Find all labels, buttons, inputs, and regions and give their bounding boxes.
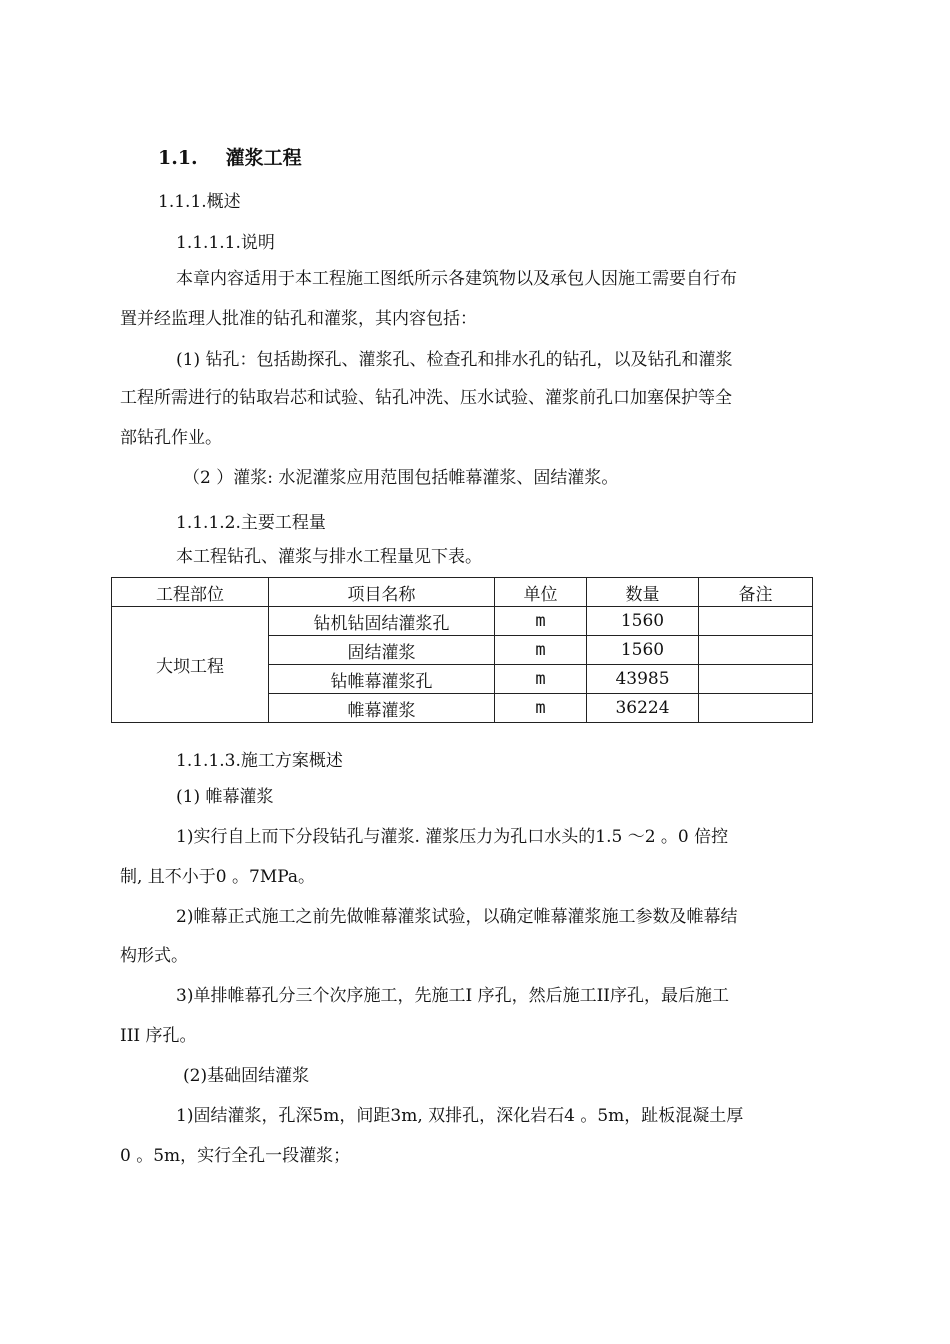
remarks-cell xyxy=(699,665,813,694)
unit-cell: m xyxy=(495,694,587,723)
header-remarks: 备注 xyxy=(699,578,813,607)
foundation-p1-line-1: 1)固结灌浆，孔深5m，间距3m, 双排孔，深化岩石4 。5m，趾板混凝土厚 xyxy=(176,1106,744,1126)
header-quantity: 数量 xyxy=(587,578,699,607)
curtain-p2-line-2: 构形式。 xyxy=(120,946,188,966)
table-row xyxy=(112,607,813,636)
remarks-cell xyxy=(699,636,813,665)
intro-line-1: 本章内容适用于本工程施工图纸所示各建筑物以及承包人因施工需要自行布 xyxy=(176,269,737,289)
curtain-grouting-title: (1) 帷幕灌浆 xyxy=(176,787,274,807)
subsection-description: 1.1.1.1.说明 xyxy=(176,233,275,253)
header-item-name: 项目名称 xyxy=(269,578,495,607)
header-unit: 单位 xyxy=(495,578,587,607)
subsection-overview: 1.1.1.概述 xyxy=(158,192,241,212)
subsection-quantities: 1.1.1.2.主要工程量 xyxy=(176,513,326,533)
quantity-table xyxy=(111,577,813,723)
item-name-cell: 钻帷幕灌浆孔 xyxy=(269,665,495,694)
intro-line-2: 置并经监理人批准的钻孔和灌浆，其内容包括： xyxy=(120,309,477,329)
quantity-cell: 1560 xyxy=(587,636,699,665)
item-name-cell: 钻机钻固结灌浆孔 xyxy=(269,607,495,636)
table-intro: 本工程钻孔、灌浆与排水工程量见下表。 xyxy=(176,547,482,567)
foundation-grouting-title: (2)基础固结灌浆 xyxy=(183,1066,310,1086)
unit-cell: m xyxy=(495,607,587,636)
section-title: 灌浆工程 xyxy=(225,147,302,169)
subsection-construction-plan: 1.1.1.3.施工方案概述 xyxy=(176,751,343,771)
table-header-row xyxy=(112,578,813,607)
item1-line-2: 工程所需进行的钻取岩芯和试验、钻孔冲洗、压水试验、灌浆前孔口加塞保护等全 xyxy=(120,388,732,408)
foundation-p1-line-2: 0 。5m，实行全孔一段灌浆； xyxy=(120,1146,351,1166)
item2: （2 ）灌浆: 水泥灌浆应用范围包括帷幕灌浆、固结灌浆。 xyxy=(183,468,619,488)
curtain-p3-line-2: III 序孔。 xyxy=(120,1026,197,1046)
curtain-p1-line-2: 制, 且不小于0 。7MPa。 xyxy=(120,867,316,887)
quantity-cell: 36224 xyxy=(587,694,699,723)
item-name-cell: 帷幕灌浆 xyxy=(269,694,495,723)
curtain-p2-line-1: 2)帷幕正式施工之前先做帷幕灌浆试验，以确定帷幕灌浆施工参数及帷幕结 xyxy=(176,907,738,927)
quantity-cell: 43985 xyxy=(587,665,699,694)
item1-line-3: 部钻孔作业。 xyxy=(120,428,222,448)
unit-cell: m xyxy=(495,665,587,694)
unit-cell: m xyxy=(495,636,587,665)
section-heading xyxy=(158,143,302,170)
section-number: 1.1. xyxy=(158,147,198,169)
item-name-cell: 固结灌浆 xyxy=(269,636,495,665)
curtain-p1-line-1: 1)实行自上而下分段钻孔与灌浆. 灌浆压力为孔口水头的1.5 ～2 。0 倍控 xyxy=(176,827,729,847)
remarks-cell xyxy=(699,694,813,723)
item1-line-1: (1) 钻孔：包括勘探孔、灌浆孔、检查孔和排水孔的钻孔，以及钻孔和灌浆 xyxy=(176,350,733,370)
remarks-cell xyxy=(699,607,813,636)
curtain-p3-line-1: 3)单排帷幕孔分三个次序施工，先施工I 序孔，然后施工II序孔，最后施工 xyxy=(176,986,729,1006)
quantity-cell: 1560 xyxy=(587,607,699,636)
group-cell: 大坝工程 xyxy=(112,607,269,723)
header-location: 工程部位 xyxy=(112,578,269,607)
